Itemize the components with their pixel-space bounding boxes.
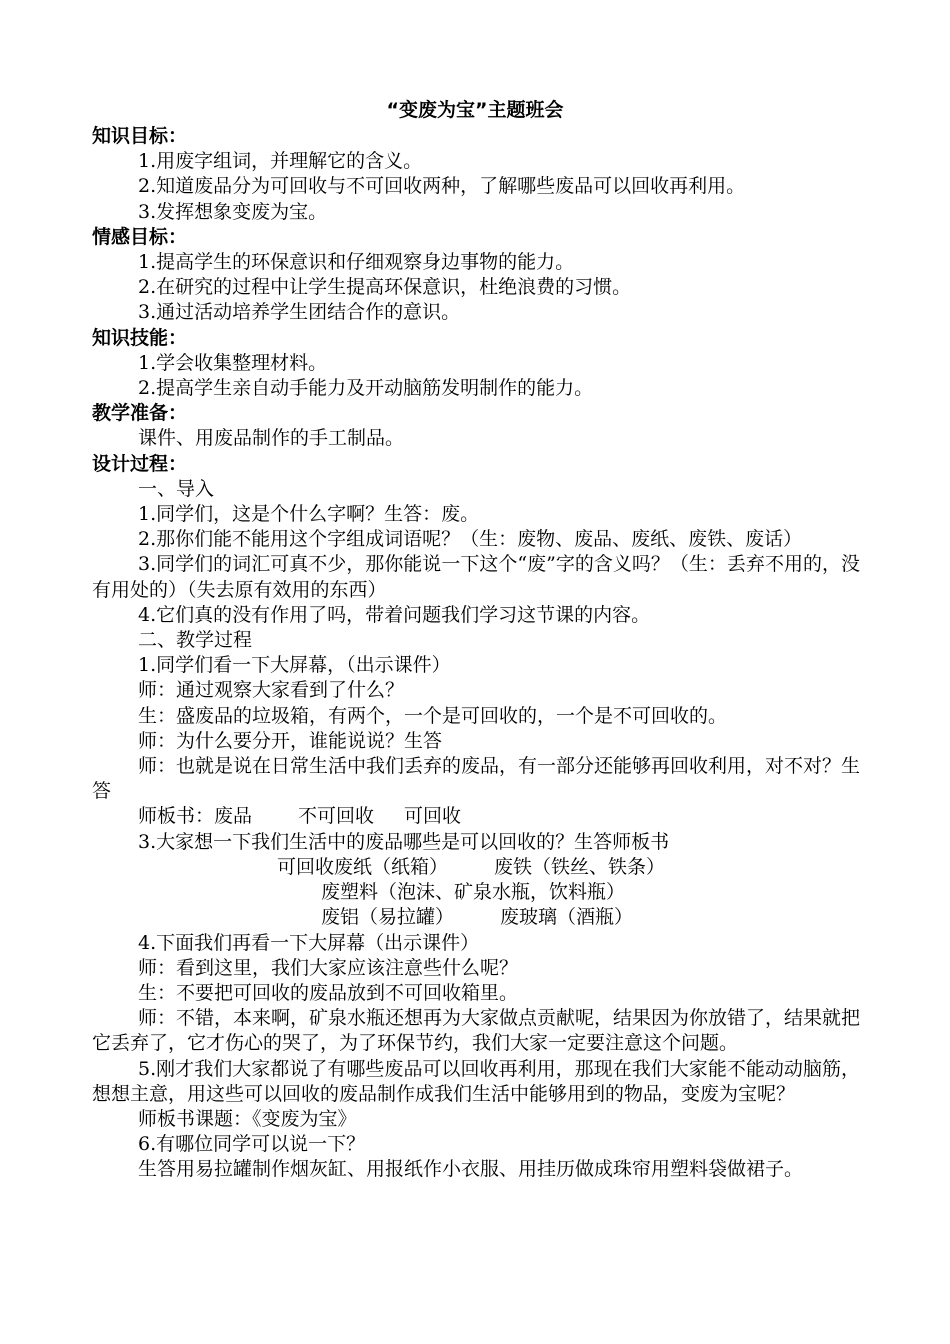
- board-writing-line: 师板书课题：《变废为宝》: [138, 1107, 357, 1130]
- paragraph: 师：不错，本来啊，矿泉水瓶还想再为大家做点贡献呢，结果因为你放错了，结果就把它丢弃了，它才伤心的哭了，为了环保节约，我们大家一定要注意这个问题。: [92, 1007, 861, 1055]
- list-item: 2.那你们能不能用这个字组成词语呢？（生：废物、废品、废纸、废铁、废话）: [138, 528, 803, 551]
- section-heading-knowledge-goals: 知识目标：: [92, 125, 188, 147]
- list-item: 1.学会收集整理材料。: [138, 351, 328, 374]
- list-item: 4.下面我们再看一下大屏幕（出示课件）: [138, 931, 480, 954]
- list-item: 1.同学们看一下大屏幕，（出示课件）: [138, 654, 451, 677]
- list-item: 3.通过活动培养学生团结合作的意识。: [138, 301, 461, 324]
- dialogue-line: 生：不要把可回收的废品放到不可回收箱里。: [138, 981, 519, 1004]
- list-item: 1.同学们，这是个什么字啊？生答：废。: [138, 503, 480, 526]
- list-item: 6.有哪位同学可以说一下？: [138, 1133, 366, 1156]
- page-title: “变废为宝”主题班会: [386, 99, 564, 121]
- section-heading-process: 设计过程：: [92, 452, 188, 475]
- list-item: 4.它们真的没有作用了吗，带着问题我们学习这节课的内容。: [138, 603, 651, 626]
- board-text: 可回收: [404, 805, 462, 828]
- board-text: 废铝（易拉罐）: [321, 906, 455, 929]
- board-writing-line: [92, 804, 860, 829]
- board-writing-line: 废塑料（泡沫、矿泉水瓶，饮料瓶）: [321, 881, 626, 904]
- section-heading-emotion-goals: 情感目标：: [92, 225, 188, 248]
- section-heading-preparation: 教学准备：: [92, 402, 188, 425]
- preparation-text: 课件、用废品制作的手工制品。: [138, 427, 405, 450]
- subsection-heading-teaching: 二、教学过程: [138, 629, 253, 652]
- board-text: 废玻璃（酒瓶）: [500, 906, 634, 929]
- board-text: 废铁（铁丝、铁条）: [494, 855, 666, 878]
- list-item: 3.发挥想象变废为宝。: [138, 200, 328, 223]
- list-item: 2.提高学生亲自动手能力及开动脑筋发明制作的能力。: [138, 377, 594, 400]
- section-heading-skill-goals: 知识技能：: [92, 326, 188, 349]
- board-text: 师板书：废品: [138, 805, 253, 828]
- list-item: 1.提高学生的环保意识和仔细观察身边事物的能力。: [138, 251, 575, 274]
- paragraph: 3.同学们的词汇可真不少，那你能说一下这个“废”字的含义吗？（生：丢弃不用的，没有用处的）（失去原有效用的东西）: [92, 553, 860, 601]
- paragraph: 生答用易拉罐制作烟灰缸、用报纸作小衣服、用挂历做成珠帘用塑料袋做裙子。: [138, 1158, 804, 1181]
- board-writing-line: [92, 855, 860, 880]
- dialogue-line: 师：看到这里，我们大家应该注意些什么呢？: [138, 956, 519, 979]
- paragraph: 师：也就是说在日常生活中我们丢弃的废品，有一部分还能够再回收利用，对不对？生答: [92, 755, 861, 803]
- list-item: 3.大家想一下我们生活中的废品哪些是可以回收的？生答师板书: [138, 830, 670, 853]
- paragraph: 5.刚才我们大家都说了有哪些废品可以回收再利用，那现在我们大家能不能动动脑筋，想想主意，用这些可以回收的废品制作成我们生活中能够用到的物品，变废为宝呢？: [92, 1057, 860, 1105]
- list-item: 2.在研究的过程中让学生提高环保意识，杜绝浪费的习惯。: [138, 276, 632, 299]
- board-text: 不可回收: [298, 805, 375, 828]
- subsection-heading-intro: 一、导入: [138, 477, 215, 500]
- dialogue-line: 师：通过观察大家看到了什么？: [138, 679, 405, 702]
- document-body: [92, 124, 860, 1183]
- board-text: 可回收废纸（纸箱）: [277, 855, 449, 878]
- board-writing-line: [92, 905, 860, 930]
- dialogue-line: 师：为什么要分开，谁能说说？生答: [138, 729, 443, 752]
- list-item: 2.知道废品分为可回收与不可回收两种，了解哪些废品可以回收再利用。: [138, 175, 746, 198]
- dialogue-line: 生：盛废品的垃圾箱，有两个，一个是可回收的，一个是不可回收的。: [138, 704, 728, 727]
- list-item: 1.用废字组词，并理解它的含义。: [138, 150, 423, 173]
